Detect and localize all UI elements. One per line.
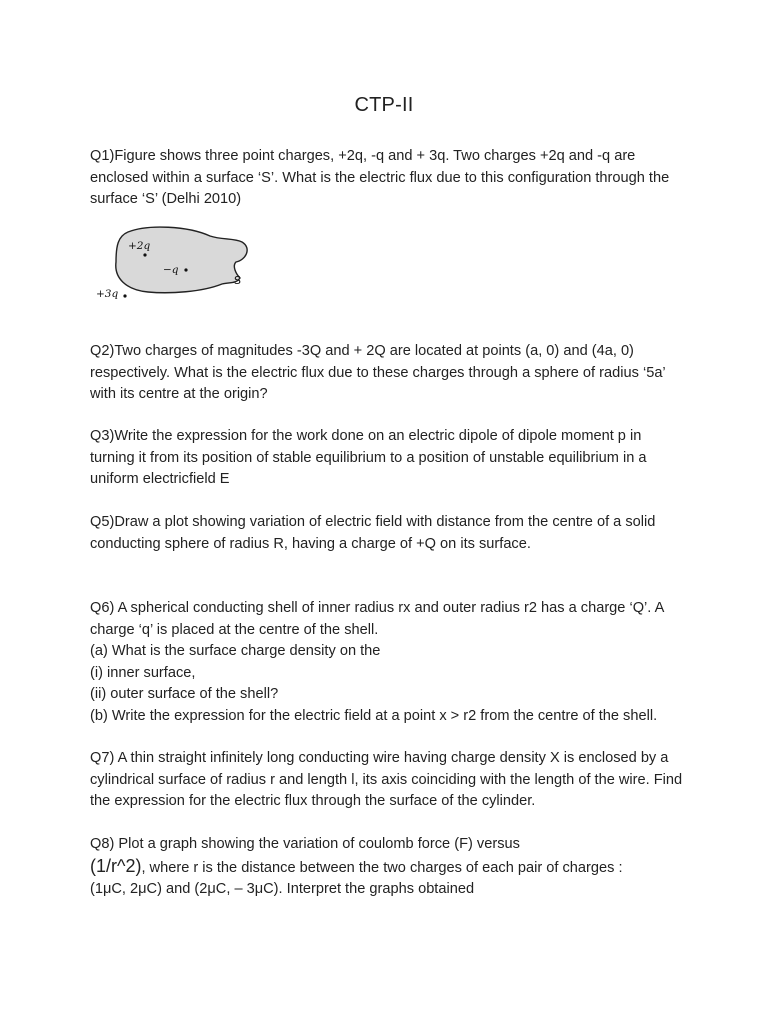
gaussian-surface-s: [116, 227, 247, 293]
question-3: [90, 426, 690, 491]
question-8: [90, 834, 690, 901]
gaussian-surface-diagram: [90, 222, 260, 306]
charge-surface-figure: [90, 222, 260, 306]
question-8-line-2-rest: , where r is the distance between the two charges of each pair of charges :: [141, 859, 623, 876]
question-8-line-2: [90, 856, 690, 880]
surface-label-s: S: [234, 274, 241, 287]
charge-dot-plus-3q: [123, 294, 126, 297]
question-6-line-2: (a) What is the surface charge density on the: [90, 643, 381, 659]
charge-dot-plus-2q: [143, 253, 146, 256]
question-2-text: Q2)Two charges of magnitudes -3Q and + 2Q are located at points (a, 0) and (4a, 0) respectively. What is the electric flux due to these charges through a sphere of radius ‘5a’ with its centre at the origin?: [90, 343, 666, 402]
question-6-line-4: (ii) outer surface of the shell?: [90, 686, 279, 702]
question-7: [90, 748, 690, 813]
charge-dot-minus-q: [184, 268, 187, 271]
page-title: CTP-II: [354, 94, 414, 116]
question-5-text: Q5)Draw a plot showing variation of electric field with distance from the centre of a solid conducting sphere of radius R, having a charge of +Q on its surface.: [90, 514, 656, 552]
charge-label-plus-3q: +3q: [96, 288, 119, 300]
question-8-formula: (1/r^2): [90, 855, 142, 876]
question-6-line-5: (b) Write the expression for the electric field at a point x > r2 from the centre of the shell.: [90, 707, 658, 724]
question-5: [90, 512, 690, 555]
question-6-line-3: (i) inner surface,: [90, 664, 196, 681]
question-6: [90, 598, 690, 727]
question-8-line-1: Q8) Plot a graph showing the variation of coulomb force (F) versus: [90, 836, 520, 852]
question-3-text: Q3)Write the expression for the work done on an electric dipole of dipole moment p in turning it from its position of stable equilibrium to a position of unstable equilibrium in a uniform electricfield E: [90, 428, 647, 487]
charge-label-plus-2q: +2q: [128, 240, 151, 252]
question-7-text: Q7) A thin straight infinitely long conducting wire having charge density X is enclosed by a cylindrical surface of radius r and length l, its axis coinciding with the length of the wire. Find the expression for the electric flux through the surface of the cylinder.: [90, 750, 683, 809]
question-8-line-3: (1μC, 2μC) and (2μC, – 3μC). Interpret the graphs obtained: [90, 881, 475, 897]
question-1: [90, 146, 690, 211]
question-6-line-1: Q6) A spherical conducting shell of inner radius rx and outer radius r2 has a charge ‘Q’. A charge ‘q’ is placed at the centre of the shell.: [90, 600, 664, 638]
question-1-text: Q1)Figure shows three point charges, +2q, -q and + 3q. Two charges +2q and -q are enclosed within a surface ‘S’. What is the electric flux due to this configuration through the surface ‘S’ (Delhi 2010): [90, 148, 670, 207]
charge-label-minus-q: −q: [163, 264, 179, 276]
question-2: [90, 341, 690, 406]
